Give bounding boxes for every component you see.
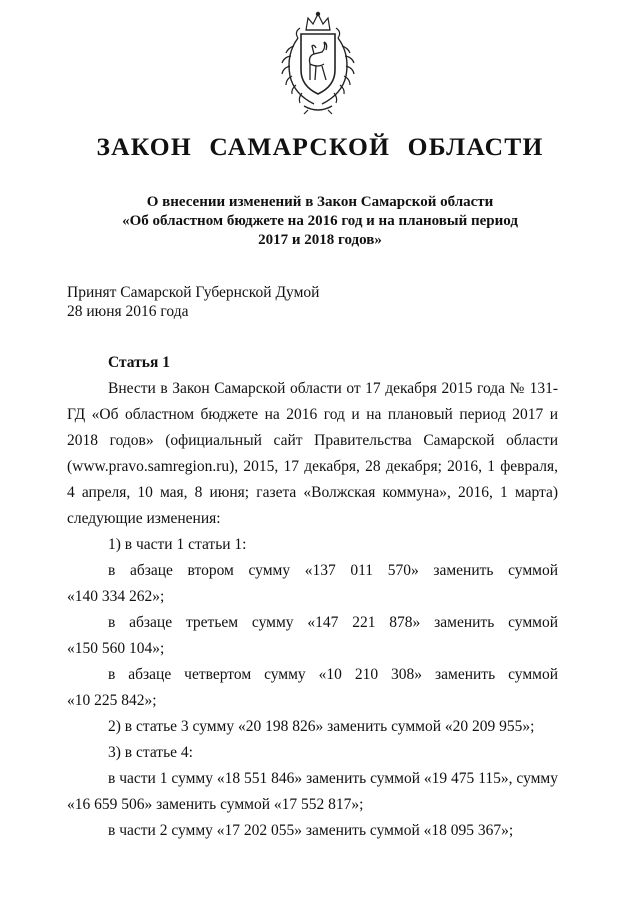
- paragraph-item1b: в абзаце третьем сумму «147 221 878» заменить суммой: [108, 614, 558, 631]
- subtitle-line: 2017 и 2018 годов»: [258, 232, 382, 248]
- paragraph-item2: 2) в статье 3 сумму «20 198 826» заменить суммой «20 209 955»;: [108, 718, 535, 735]
- adoption-line: Принят Самарской Губернской Думой: [67, 284, 320, 301]
- adoption-note: [67, 283, 319, 321]
- paragraph-item1b-cont: «150 560 104»;: [67, 640, 165, 657]
- subtitle-line: «Об областном бюджете на 2016 год и на плановый период: [122, 213, 518, 229]
- adoption-date: 28 июня 2016 года: [67, 303, 189, 320]
- paragraph-item3a: в части 1 сумму «18 551 846» заменить суммой «19 475 115», сумму «16 659 506» заменить суммой «17 552 817»;: [67, 770, 558, 813]
- law-subtitle: [60, 193, 580, 250]
- paragraph-item1a-cont: «140 334 262»;: [67, 588, 165, 605]
- subtitle-line: О внесении изменений в Закон Самарской области: [146, 194, 494, 210]
- law-title: ЗАКОН САМАРСКОЙ ОБЛАСТИ: [96, 132, 544, 161]
- article-heading: Статья 1: [108, 354, 170, 371]
- paragraph-item1c-cont: «10 225 842»;: [67, 692, 157, 709]
- paragraph-item1a: в абзаце втором сумму «137 011 570» заменить суммой: [108, 562, 558, 579]
- paragraph-item3b: в части 2 сумму «17 202 055» заменить суммой «18 095 367»;: [108, 822, 514, 839]
- paragraph-item1c: в абзаце четвертом сумму «10 210 308» заменить суммой: [108, 666, 558, 683]
- paragraph-item3: 3) в статье 4:: [108, 744, 193, 761]
- paragraph-item1: 1) в части 1 статьи 1:: [108, 536, 247, 553]
- samara-coat-of-arms-emblem: [268, 10, 368, 116]
- paragraph-intro: Внести в Закон Самарской области от 17 декабря 2015 года № 131-ГД «Об областном бюджете на 2016 год и на плановый период 2017 и 2018 годов» (официальный сайт Правительства Самарской области (www.pravo.samregion.ru), 2015, 17 декабря, 28 декабря; 2016, 1 февраля, 4 апреля, 10 мая, 8 июня; газета «Волжская коммуна», 2016, 1 марта) следующие изменения:: [67, 380, 558, 527]
- article-body: [67, 376, 558, 844]
